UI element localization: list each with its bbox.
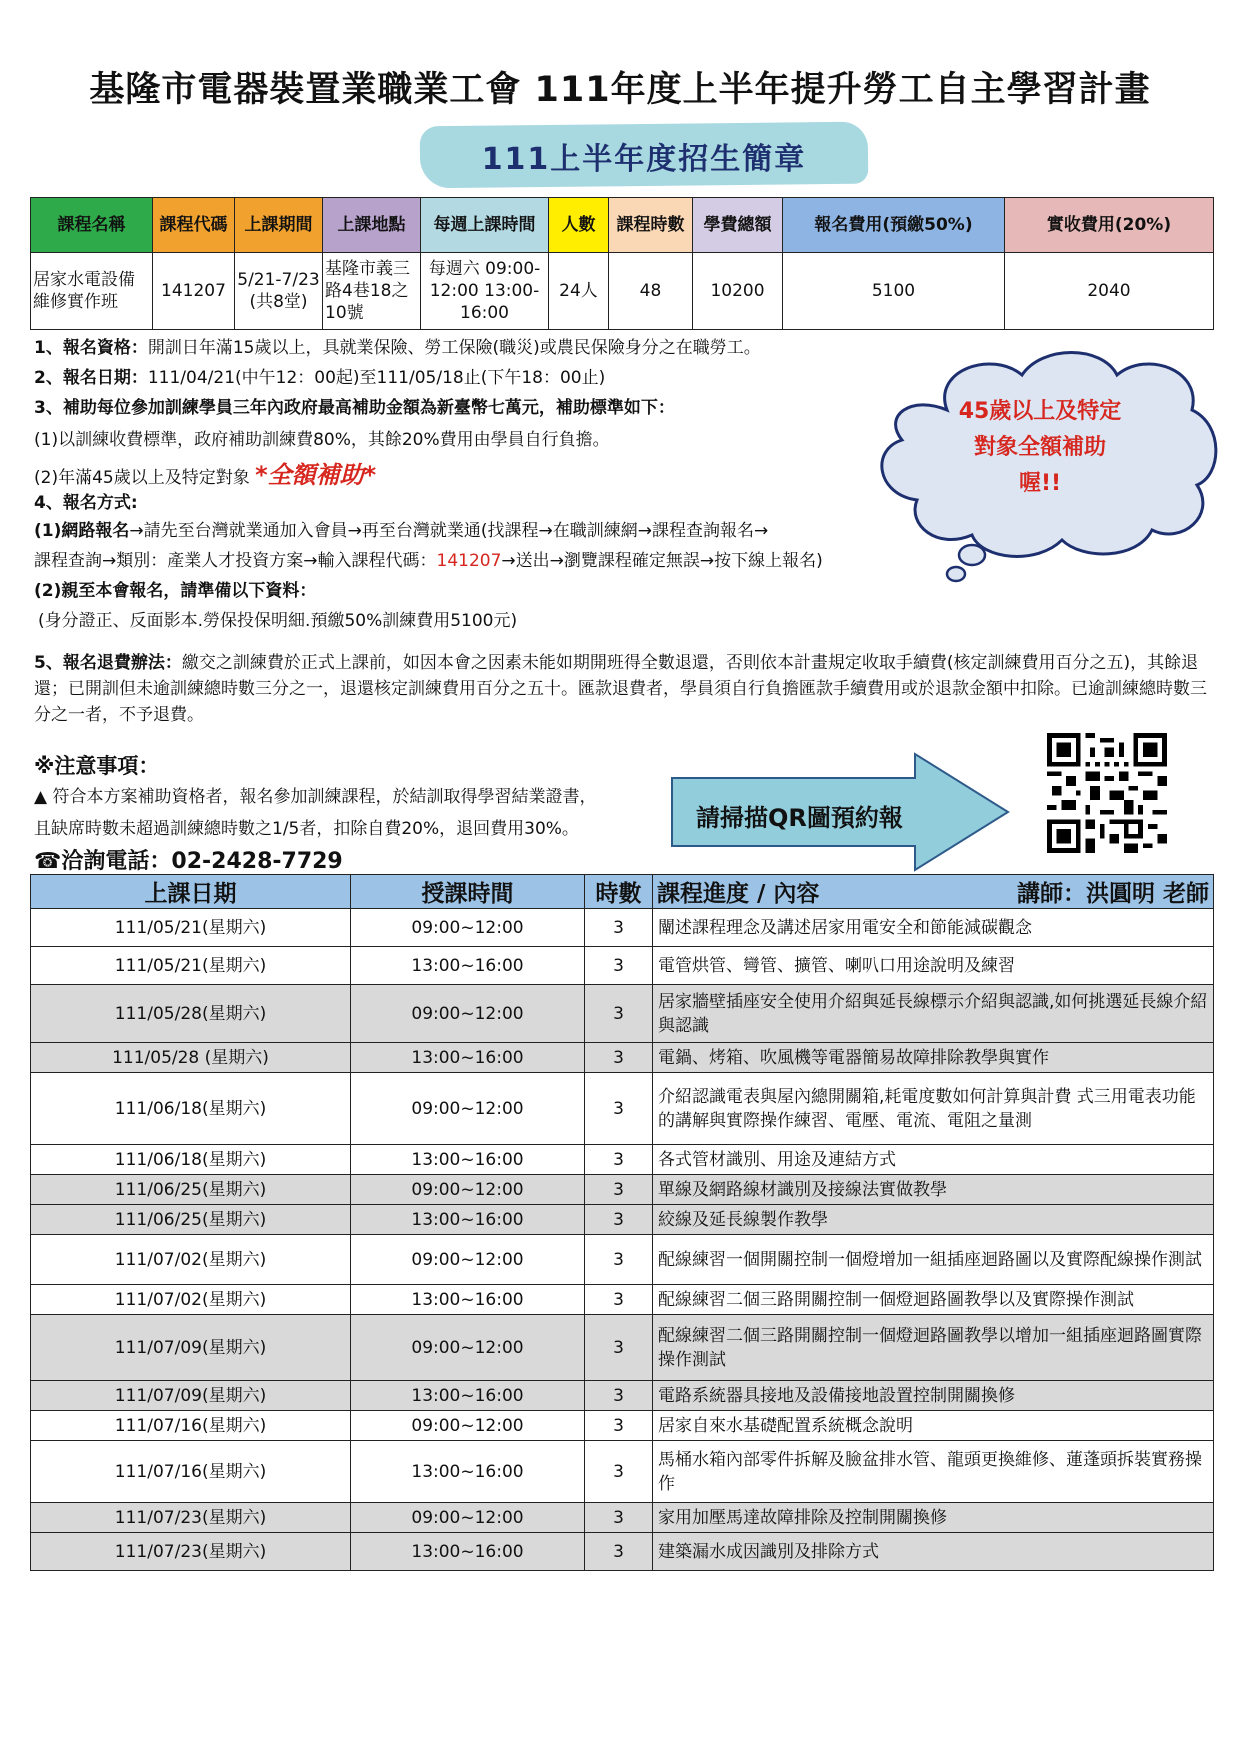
header-registration-fee: 報名費用(預繳50%) <box>783 198 1005 253</box>
header-location: 上課地點 <box>323 198 421 253</box>
schedule-hours: 3 <box>585 1205 653 1235</box>
schedule-hours: 3 <box>585 1441 653 1503</box>
subsidy-standard: (1)以訓練收費標準，政府補助訓練費80%，其餘20%費用由學員自行負擔。 <box>34 430 610 450</box>
schedule-content: 絞線及延長線製作教學 <box>653 1205 1214 1235</box>
phone-number: ☎洽詢電話：02-2428-7729 <box>34 849 343 874</box>
banner-title: 111上半年度招生簡章 <box>481 142 807 177</box>
online-registration-label: (1)網路報名 <box>34 521 130 541</box>
schedule-date: 111/07/02(星期六) <box>31 1285 351 1315</box>
header-actual-fee: 實收費用(20%) <box>1005 198 1214 253</box>
inperson-registration-label: (2)親至本會報名，請準備以下資料： <box>34 581 317 601</box>
schedule-header-time: 授課時間 <box>351 875 585 909</box>
schedule-content: 家用加壓馬達故障排除及控制開關換修 <box>653 1503 1214 1533</box>
course-actual-fee: 2040 <box>1005 253 1214 330</box>
schedule-time: 09:00~12:00 <box>351 1315 585 1381</box>
qr-code[interactable] <box>1047 733 1167 853</box>
subsidy-full-highlight: *全額補助* <box>255 461 377 489</box>
registration-date-text: 111/04/21(中午12：00起)至111/05/18止(下午18：00止) <box>147 368 606 388</box>
schedule-hours: 3 <box>585 1533 653 1571</box>
schedule-content: 闡述課程理念及講述居家用電安全和節能減碳觀念 <box>653 909 1214 947</box>
schedule-hours: 3 <box>585 1503 653 1533</box>
schedule-time: 13:00~16:00 <box>351 1205 585 1235</box>
schedule-content: 配線練習二個三路開關控制一個燈迴路圖教學以增加一組插座迴路圖實際操作測試 <box>653 1315 1214 1381</box>
course-location: 基隆市義三路4巷18之10號 <box>323 253 421 330</box>
schedule-date: 111/06/25(星期六) <box>31 1205 351 1235</box>
online-registration-text2b: →送出→瀏覽課程確定無誤→按下線上報名) <box>501 551 823 571</box>
schedule-time: 13:00~16:00 <box>351 1381 585 1411</box>
notes-title: ※注意事項： <box>34 754 160 778</box>
header-course-code: 課程代碼 <box>153 198 235 253</box>
refund-label: 5、報名退費辦法： <box>34 653 182 673</box>
refund-policy <box>34 650 1214 728</box>
eligibility-label: 1、報名資格： <box>34 338 148 358</box>
schedule-content: 建築漏水成因識別及排除方式 <box>653 1533 1214 1571</box>
schedule-row <box>31 947 1214 985</box>
schedule-date: 111/07/16(星期六) <box>31 1411 351 1441</box>
schedule-hours: 3 <box>585 1145 653 1175</box>
schedule-row <box>31 1073 1214 1145</box>
schedule-hours: 3 <box>585 947 653 985</box>
schedule-row <box>31 1043 1214 1073</box>
online-course-code: 141207 <box>436 551 502 571</box>
qr-prompt: 請掃描QR圖預約報 <box>696 804 903 832</box>
course-name: 居家水電設備維修實作班 <box>31 253 153 330</box>
schedule-date: 111/06/25(星期六) <box>31 1175 351 1205</box>
schedule-date: 111/07/16(星期六) <box>31 1441 351 1503</box>
schedule-row <box>31 985 1214 1043</box>
schedule-time: 09:00~12:00 <box>351 1073 585 1145</box>
schedule-time: 09:00~12:00 <box>351 1503 585 1533</box>
schedule-time: 13:00~16:00 <box>351 1043 585 1073</box>
header-period: 上課期間 <box>235 198 323 253</box>
course-people: 24人 <box>549 253 609 330</box>
online-registration-line2 <box>34 546 823 571</box>
schedule-date: 111/07/02(星期六) <box>31 1235 351 1285</box>
schedule-content: 電鍋、烤箱、吹風機等電器簡易故障排除教學與實作 <box>653 1043 1214 1073</box>
schedule-row <box>31 1235 1214 1285</box>
header-course-name: 課程名稱 <box>31 198 153 253</box>
schedule-time: 09:00~12:00 <box>351 909 585 947</box>
cloud-line-2: 對象全額補助 <box>973 435 1106 460</box>
page-title: 基隆市電器裝置業職業工會 111年度上半年提升勞工自主學習計畫 <box>89 70 1151 110</box>
schedule-date: 111/05/28 (星期六) <box>31 1043 351 1073</box>
online-registration-text: →請先至台灣就業通加入會員→再至台灣就業通(找課程→在職訓練網→課程查詢報名→ <box>129 521 769 541</box>
schedule-date: 111/07/09(星期六) <box>31 1315 351 1381</box>
schedule-hours: 3 <box>585 1315 653 1381</box>
schedule-content: 電管烘管、彎管、擴管、喇叭口用途說明及練習 <box>653 947 1214 985</box>
schedule-row <box>31 1503 1214 1533</box>
schedule-body <box>31 909 1214 1571</box>
schedule-time: 13:00~16:00 <box>351 1145 585 1175</box>
online-registration-text2a: 課程查詢→類別：產業人才投資方案→輸入課程代碼： <box>34 551 437 571</box>
schedule-hours: 3 <box>585 985 653 1043</box>
schedule-row <box>31 1145 1214 1175</box>
schedule-time: 13:00~16:00 <box>351 1533 585 1571</box>
course-code: 141207 <box>153 253 235 330</box>
cloud-callout-text <box>905 394 1175 502</box>
schedule-header-row <box>31 875 1214 909</box>
item-registration-method: 4、報名方式: <box>34 493 138 513</box>
course-summary-table <box>30 197 1214 330</box>
schedule-header-hours: 時數 <box>585 875 653 909</box>
eligibility-text: 開訓日年滿15歲以上，具就業保險、勞工保險(職災)或農民保險身分之在職勞工。 <box>147 338 761 358</box>
subsidy-special-text: (2)年滿45歲以上及特定對象 <box>34 468 250 488</box>
registration-date-label: 2、報名日期： <box>34 368 148 388</box>
cloud-line-3: 喔!! <box>1018 471 1062 496</box>
schedule-row <box>31 909 1214 947</box>
schedule-row <box>31 1533 1214 1571</box>
schedule-content: 居家牆壁插座安全使用介紹與延長線標示介紹與認識,如何挑選延長線介紹與認識 <box>653 985 1214 1043</box>
header-people: 人數 <box>549 198 609 253</box>
schedule-hours: 3 <box>585 1073 653 1145</box>
schedule-table <box>30 874 1214 1571</box>
schedule-time: 09:00~12:00 <box>351 985 585 1043</box>
schedule-date: 111/05/21(星期六) <box>31 947 351 985</box>
item-subsidy-heading: 3、補助每位參加訓練學員三年內政府最高補助金額為新臺幣七萬元，補助標準如下： <box>34 398 675 418</box>
course-row <box>31 253 1214 330</box>
refund-text: 繳交之訓練費於正式上課前，如因本會之因素未能如期開班得全數退還，否則依本計畫規定收取手續費(核定訓練費用百分之五)，其餘退還；已開訓但未逾訓練總時數三分之一，退還核定訓練費用百分之五十。匯款退費者，學員須自行負擔匯款手續費用或於退款金額中扣除。已逾訓練總時數三分之一者，不予退費。 <box>34 653 1207 725</box>
schedule-time: 09:00~12:00 <box>351 1235 585 1285</box>
schedule-hours: 3 <box>585 1235 653 1285</box>
schedule-content: 各式管材識別、用途及連結方式 <box>653 1145 1214 1175</box>
schedule-time: 13:00~16:00 <box>351 947 585 985</box>
schedule-time: 09:00~12:00 <box>351 1411 585 1441</box>
schedule-content: 居家自來水基礎配置系統概念說明 <box>653 1411 1214 1441</box>
course-weekly-time: 每週六 09:00-12:00 13:00-16:00 <box>421 253 549 330</box>
header-weekly-time: 每週上課時間 <box>421 198 549 253</box>
course-registration-fee: 5100 <box>783 253 1005 330</box>
schedule-date: 111/06/18(星期六) <box>31 1145 351 1175</box>
schedule-row <box>31 1285 1214 1315</box>
schedule-hours: 3 <box>585 1175 653 1205</box>
course-period: 5/21-7/23 (共8堂) <box>235 253 323 330</box>
schedule-content: 電路系統器具接地及設備接地設置控制開關換修 <box>653 1381 1214 1411</box>
schedule-date: 111/07/09(星期六) <box>31 1381 351 1411</box>
item-registration-date <box>34 363 605 388</box>
course-hours: 48 <box>609 253 693 330</box>
schedule-row <box>31 1381 1214 1411</box>
schedule-header-content-label: 課程進度 / 內容 <box>657 881 820 907</box>
course-tuition: 10200 <box>693 253 783 330</box>
schedule-hours: 3 <box>585 1411 653 1441</box>
schedule-date: 111/05/21(星期六) <box>31 909 351 947</box>
online-registration <box>34 516 768 541</box>
schedule-hours: 3 <box>585 1043 653 1073</box>
schedule-row <box>31 1205 1214 1235</box>
subsidy-special <box>34 455 376 490</box>
schedule-date: 111/07/23(星期六) <box>31 1503 351 1533</box>
schedule-content: 馬桶水箱內部零件拆解及臉盆排水管、龍頭更換維修、蓮蓬頭拆裝實務操作 <box>653 1441 1214 1503</box>
schedule-time: 13:00~16:00 <box>351 1285 585 1315</box>
schedule-hours: 3 <box>585 909 653 947</box>
schedule-header-instructor: 講師：洪圓明 老師 <box>1016 881 1209 907</box>
schedule-content: 配線練習二個三路開關控制一個燈迴路圖教學以及實際操作測試 <box>653 1285 1214 1315</box>
course-table-header-row <box>31 198 1214 253</box>
schedule-row <box>31 1441 1214 1503</box>
schedule-row <box>31 1315 1214 1381</box>
schedule-hours: 3 <box>585 1381 653 1411</box>
schedule-content: 配線練習一個開關控制一個燈增加一組插座迴路圖以及實際配線操作測試 <box>653 1235 1214 1285</box>
schedule-content: 單線及網路線材識別及接線法實做教學 <box>653 1175 1214 1205</box>
schedule-row <box>31 1175 1214 1205</box>
header-tuition: 學費總額 <box>693 198 783 253</box>
notes-line-2: 且缺席時數未超過訓練總時數之1/5者，扣除自費20%，退回費用30%。 <box>34 819 579 839</box>
inperson-documents: (身分證正、反面影本.勞保投保明細.預繳50%訓練費用5100元) <box>38 611 518 631</box>
notes-line-1: ▲ 符合本方案補助資格者，報名參加訓練課程，於結訓取得學習結業證書， <box>34 787 597 807</box>
schedule-content: 介紹認識電表與屋內總開關箱,耗電度數如何計算與計費 式三用電表功能的講解與實際操作練習、電壓、電流、電阻之量測 <box>653 1073 1214 1145</box>
schedule-header-date: 上課日期 <box>31 875 351 909</box>
header-hours: 課程時數 <box>609 198 693 253</box>
cloud-line-1: 45歲以上及特定 <box>958 399 1122 424</box>
schedule-row <box>31 1411 1214 1441</box>
item-eligibility <box>34 333 761 358</box>
schedule-date: 111/05/28(星期六) <box>31 985 351 1043</box>
schedule-date: 111/07/23(星期六) <box>31 1533 351 1571</box>
schedule-header-content <box>653 875 1214 909</box>
schedule-time: 13:00~16:00 <box>351 1441 585 1503</box>
schedule-date: 111/06/18(星期六) <box>31 1073 351 1145</box>
schedule-time: 09:00~12:00 <box>351 1175 585 1205</box>
schedule-hours: 3 <box>585 1285 653 1315</box>
